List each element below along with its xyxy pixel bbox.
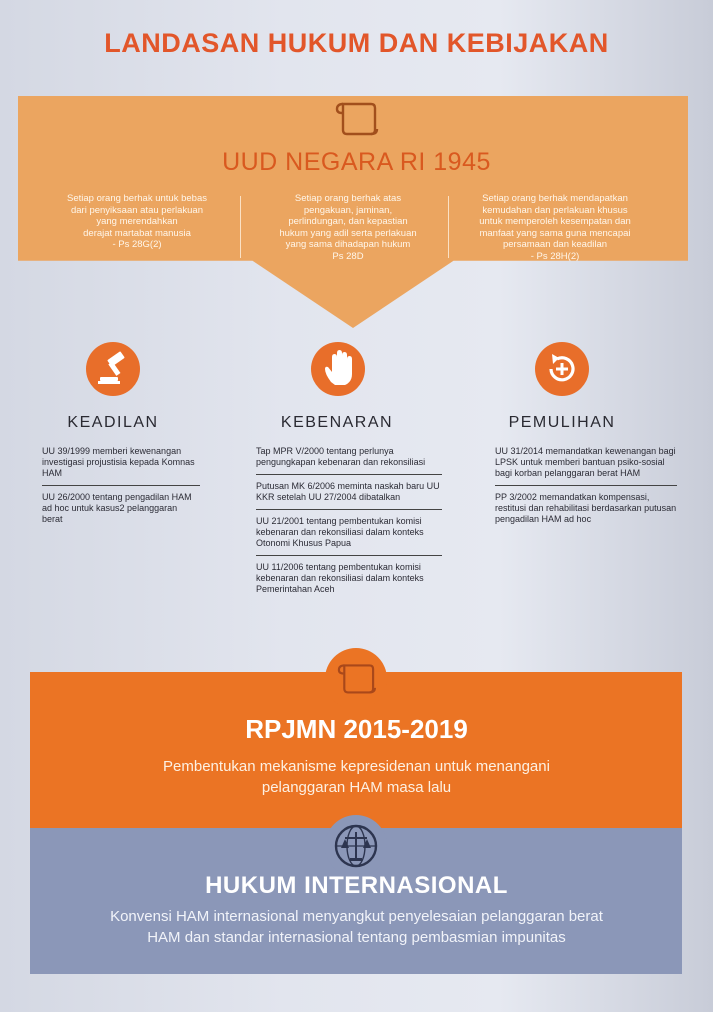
uud-column-28g: Setiap orang berhak untuk bebas dari penyiksaan atau perlakuan yang merendahkan derajat martabat manusia - Ps 28G(2) (67, 193, 207, 250)
hukum-title: HUKUM INTERNASIONAL (205, 872, 508, 899)
list-item: Putusan MK 6/2006 meminta naskah baru UU KKR setelah UU 27/2004 dibatalkan (256, 481, 442, 510)
pillar-pemulihan-icon (535, 342, 589, 396)
pillar-list (495, 446, 677, 537)
pillar-title: KEADILAN (67, 414, 159, 431)
pillar-kebenaran-icon (311, 342, 365, 396)
uud-divider (448, 196, 449, 258)
gavel-icon (86, 342, 140, 396)
raised-hand-icon (311, 342, 365, 396)
list-item: UU 39/1999 memberi kewenangan investigasi projustisia kepada Komnas HAM (42, 446, 200, 486)
pillar-title: KEBENARAN (280, 414, 394, 431)
scroll-icon (335, 660, 377, 696)
list-item: Tap MPR V/2000 tentang perlunya pengungkapan kebenaran dan rekonsiliasi (256, 446, 442, 475)
pillar-keadilan-icon (86, 342, 140, 396)
list-item: UU 21/2001 tentang pembentukan komisi kebenaran dan rekonsiliasi dalam konteks Otonomi Khusus Papua (256, 516, 442, 556)
justice-scale-globe-icon (325, 815, 387, 877)
list-item: UU 11/2006 tentang pembentukan komisi kebenaran dan rekonsiliasi dalam konteks Pemerintahan Aceh (256, 562, 424, 594)
rpjmn-title: RPJMN 2015-2019 (245, 714, 468, 744)
page-title: LANDASAN HUKUM DAN KEBIJAKAN (104, 28, 609, 58)
pillar-list (256, 446, 442, 607)
hukum-circle (325, 815, 387, 877)
hukum-description: Konvensi HAM internasional menyangkut penyelesaian pelanggaran berat HAM dan standar internasional tentang pembasmian impunitas (110, 908, 603, 946)
scroll-icon (333, 98, 379, 138)
rpjmn-description: Pembentukan mekanisme kepresidenan untuk menangani pelanggaran HAM masa lalu (163, 758, 550, 796)
uud-divider (240, 196, 241, 258)
pillar-title: PEMULIHAN (508, 414, 616, 431)
list-item: UU 26/2000 tentang pengadilan HAM ad hoc untuk kasus2 pelanggaran berat (42, 492, 192, 524)
uud-title: UUD NEGARA RI 1945 (222, 148, 491, 176)
uud-column-28h: Setiap orang berhak mendapatkan kemudahan dan perlakuan khusus untuk memperoleh kesempatan dan manfaat yang sama guna mencapai persamaan dan keadilan - Ps 28H(2) (479, 193, 631, 262)
restore-cross-icon (535, 342, 589, 396)
uud-column-28d: Setiap orang berhak atas pengakuan, jaminan, perlindungan, dan kepastian hukum yang adil serta perlakuan yang sama dihadapan hukum Ps 28D (279, 193, 417, 262)
pillar-list (42, 446, 200, 537)
list-item: UU 31/2014 memandatkan kewenangan bagi LPSK untuk memberi bantuan psiko-sosial bagi korban pelanggaran berat HAM (495, 446, 677, 486)
list-item: PP 3/2002 memandatkan kompensasi, restitusi dan rehabilitasi berdasarkan putusan pengadilan HAM ad hoc (495, 492, 677, 524)
